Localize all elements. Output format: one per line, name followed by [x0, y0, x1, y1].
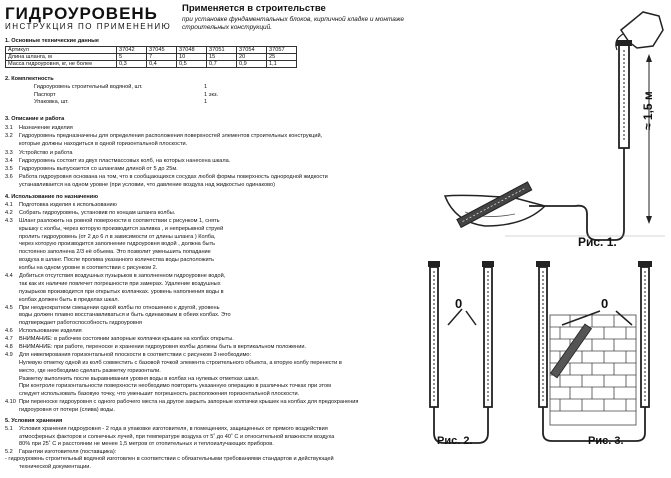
- line-text: пролить гидроуровень (от 2 до 6 л в зависимости от длины шланга ) Колба,: [19, 233, 216, 240]
- usage-line: [5, 344, 307, 352]
- line-text: ВНИМАНИЕ: при работе, переноске и хранении гидроуровня колбы должны быть в вертикальном положении.: [19, 344, 307, 351]
- line-text: Гарантии изготовителя (поставщика):: [19, 448, 117, 455]
- line-number: 5.2: [5, 448, 13, 455]
- line-number: 3.2: [5, 133, 13, 140]
- kit-item: [34, 91, 219, 100]
- hose: [529, 148, 624, 240]
- line-number: 4.9: [5, 351, 13, 358]
- usage-line: [5, 336, 234, 344]
- figure-1-illustration: [425, 0, 671, 250]
- specs-cell: 37057: [267, 47, 297, 54]
- usage-heading: 4. Использование по назначению: [5, 194, 99, 200]
- line-text: Работа гидроуровня основана на том, что в сообщающихся сосудах любой формы поверхность однородной жидкости: [19, 174, 328, 181]
- storage-line: [5, 426, 328, 434]
- specs-cell: 10: [177, 54, 207, 61]
- specs-row: [6, 61, 297, 68]
- specs-cell: 15: [207, 54, 237, 61]
- line-text: через которую производится заполнение гидроуровня водой , должна быть: [19, 241, 216, 248]
- kit-item-qty: 1 экз.: [204, 91, 219, 98]
- line-text: При неоднократном смещении одной колбы по отношению к другой, уровень: [19, 304, 220, 311]
- specs-cell: 0,7: [207, 61, 237, 68]
- kit-item-name: Гидроуровень строительный водяной, шт.: [34, 84, 143, 90]
- line-text: Добиться отсутствия воздушных пузырьков в заполненном гидроуровне водой,: [19, 273, 226, 280]
- specs-cell: 37051: [207, 47, 237, 54]
- line-text: Устройство и работа: [19, 149, 73, 156]
- line-text: Гидроуровень выпускается со шлангами длиной от 5 до 25м.: [19, 165, 178, 172]
- usage-line: [5, 383, 331, 391]
- storage-list: [5, 426, 335, 472]
- line-text: Для нивелирования горизонтальной плоскости в соответствии с рисунком 3 необходимо:: [19, 351, 252, 358]
- usage-line: [5, 265, 158, 273]
- line-text: Подготовка изделия к использованию: [19, 202, 117, 208]
- description-list: [5, 124, 328, 190]
- usage-line: [5, 359, 342, 368]
- kit-item-qty: 1: [204, 84, 208, 90]
- line-text: Гидроуровень предназначены для определения расположения поверхностей элементов строительных конструкций,: [19, 133, 323, 140]
- specs-row: [6, 47, 297, 54]
- usage-line: [5, 233, 216, 242]
- line-text: Использование изделия: [19, 328, 82, 335]
- description-line: [5, 173, 328, 181]
- line-text: устанавливается на одном уровне (при условии, что давление воздуха над жидкостью одинаково): [19, 182, 275, 189]
- figure-3-zero-mark: 0: [601, 296, 609, 311]
- usage-line: [5, 257, 215, 265]
- figure-2-zero-mark: 0: [455, 296, 463, 311]
- figure-2-illustration: [420, 255, 510, 455]
- line-text: следует использовать базовую точку, что уменьшит погрешность расположения горизонтальной плоскости.: [19, 391, 300, 398]
- line-text: Шланг разложить на ровной поверхности в соответствии с рисунком 1, снять: [19, 217, 220, 224]
- usage-line: [5, 312, 231, 320]
- specs-cell: 37042: [117, 47, 147, 54]
- line-number: 4.2: [5, 209, 13, 216]
- line-text: колбы на одном уровне в соответствии с рисунком 2.: [19, 265, 158, 272]
- page-title: ГИДРОУРОВЕНЬ: [5, 4, 158, 23]
- line-text: подтверждает работоспособность гидроуровня: [19, 320, 142, 327]
- line-number: 3.3: [5, 149, 13, 156]
- figure-3-caption: Рис. 3.: [588, 435, 624, 447]
- figure-1-caption: Рис. 1.: [578, 235, 617, 249]
- description-line: [5, 140, 188, 148]
- line-number: 3.1: [5, 125, 13, 131]
- specs-table: [5, 46, 297, 68]
- usage-line: [5, 209, 176, 218]
- usage-line: [5, 391, 300, 399]
- page-subtitle: ИНСТРУКЦИЯ ПО ПРИМЕНЕНИЮ: [5, 22, 172, 31]
- line-number: 4.6: [5, 328, 13, 335]
- usage-line: [5, 375, 260, 384]
- specs-row-label: Длина шланга, м: [6, 54, 117, 61]
- kit-item-qty: 1: [204, 99, 208, 105]
- usage-line: [5, 407, 115, 415]
- line-number: 3.6: [5, 174, 13, 181]
- line-number: 5.1: [5, 426, 13, 432]
- usage-line: [5, 304, 220, 313]
- specs-cell: 5: [117, 54, 147, 61]
- line-text: пузырьков производится при открытых колпачках. уровень наполнения воды в: [19, 288, 224, 295]
- line-text: постоянно заполнена 2/3 её объема. Это позволит уменьшить попадание: [19, 249, 211, 256]
- specs-cell: 37048: [177, 47, 207, 54]
- kit-list: [34, 84, 219, 107]
- line-text: гидроуровня от потери (слива) воды.: [19, 407, 115, 414]
- storage-line: [5, 441, 274, 449]
- line-text: которые должны находиться в одной горизонтальной плоскости.: [19, 141, 188, 148]
- specs-cell: 0,5: [177, 61, 207, 68]
- usage-line: [5, 273, 226, 281]
- line-text: Условия хранения гидроуровня - 2 года в упаковке изготовителя, в помещениях, защищенных от прямого воздействия: [19, 426, 328, 432]
- line-number: 4.8: [5, 344, 13, 351]
- usage-line: [5, 280, 221, 289]
- line-text: Нулевую отметку одной из колб совместить с базовой точкой элемента строительного объекта, а вторую колбу перенести в: [19, 359, 342, 366]
- line-text: место, где необходимо сделать разметку горизонтали.: [19, 367, 161, 374]
- usage-line: [5, 351, 252, 360]
- kit-item: [34, 99, 208, 107]
- line-text: атмосферных факторов и солнечных лучей, при температуре воздуха от 5˚ до 40˚ С и относительной влажности воздуха: [19, 433, 335, 440]
- kit-item: [34, 84, 208, 92]
- specs-cell: 20: [237, 54, 267, 61]
- figure-2-caption: Рис. 2.: [437, 435, 473, 447]
- line-number: 4.10: [5, 399, 16, 406]
- figure-3-illustration: [520, 255, 670, 455]
- description-line: [5, 149, 73, 157]
- usage-list: [5, 202, 359, 415]
- line-number: 3.4: [5, 157, 13, 164]
- line-text: - гидроуровень строительный водяной изготовлен в соответствии с обязательными требованиями стандартов и действующей: [5, 456, 334, 463]
- usage-line: [5, 249, 211, 257]
- line-number: 3.5: [5, 165, 13, 172]
- line-text: Разметку выполнить после выравнивания уровня воды в колбах на нулевых отметках шкал.: [19, 375, 260, 382]
- line-text: крышку с колбы, через которую производится заливка , и непрерывной струей: [19, 225, 224, 232]
- usage-line: [5, 367, 161, 376]
- specs-cell: 37045: [147, 47, 177, 54]
- storage-line: [5, 433, 335, 442]
- line-number: 4.4: [5, 273, 13, 280]
- application-heading: Применяется в строительстве: [182, 3, 326, 14]
- height-label: ≈ 1,5 м: [641, 91, 655, 130]
- specs-cell: 0,4: [147, 61, 177, 68]
- line-text: Назначение изделия: [19, 125, 73, 131]
- line-number: 4.3: [5, 217, 13, 224]
- usage-line: [5, 296, 120, 305]
- application-text: при установке фундаментальных блоков, кирпичной кладке и монтаже строительных конструкций.: [182, 16, 404, 31]
- line-text: воздуха в шланг. После пролива указанного количества воды расположить: [19, 257, 215, 264]
- specs-heading: 1. Основные технические данные: [5, 38, 100, 44]
- description-line: [5, 157, 231, 165]
- specs-row: [6, 54, 297, 61]
- specs-cell: 7: [147, 54, 177, 61]
- line-text: воды должен плавно восстанавливаться и быть одинаковым в обеих колбах. Это: [19, 312, 231, 319]
- usage-line: [5, 241, 216, 249]
- line-text: технической документации.: [19, 463, 91, 470]
- line-text: Собрать гидроуровень, установив по концам шланга колбы.: [19, 209, 176, 216]
- description-line: [5, 132, 323, 140]
- kit-heading: 2. Комплектность: [5, 76, 54, 82]
- specs-row-label: Артикул: [6, 47, 117, 54]
- usage-line: [5, 217, 220, 226]
- description-line: [5, 124, 73, 132]
- line-text: При переноске гидроуровня с одного рабочего места на другое закрыть запорные колпачки крышек на колбах для предохранения: [19, 399, 359, 406]
- description-line: [5, 181, 275, 189]
- storage-line: [5, 456, 334, 464]
- description-line: [5, 165, 178, 173]
- storage-heading: 5. Условия хранения: [5, 418, 63, 424]
- line-number: 4.5: [5, 304, 13, 311]
- line-text: колбах должен быть в пределах шкал.: [19, 296, 120, 303]
- line-number: 4.1: [5, 202, 13, 208]
- usage-line: [5, 320, 142, 328]
- specs-cell: 25: [267, 54, 297, 61]
- storage-line: [5, 463, 91, 472]
- line-text: Гидроуровень состоит из двух пластмассовых колб, на которых нанесена шкала.: [19, 157, 231, 164]
- line-text: ВНИМАНИЕ: в рабочем состоянии запорные колпачки крышек на колбах открыты.: [19, 336, 234, 343]
- specs-cell: 1,1: [267, 61, 297, 68]
- line-text: так как их наличие повлечет погрешности при замерах. Удаление воздушных: [19, 280, 221, 287]
- description-heading: 3. Описание и работа: [5, 116, 65, 122]
- line-number: 4.7: [5, 336, 13, 343]
- line-text: 80% при 25˚ С и расстоянии не менее 1,5 метров от отопительных и теплоизлучающих приборов.: [19, 441, 274, 448]
- specs-row-label: Масса гидроуровня, кг, не более: [6, 61, 117, 68]
- kit-item-name: Паспорт: [34, 91, 56, 98]
- usage-line: [5, 328, 82, 336]
- line-text: При контроле горизонтальности поверхности необходимо повторить указанную операцию в различных точках при этом: [19, 383, 331, 390]
- specs-cell: 37054: [237, 47, 267, 54]
- specs-cell: 0,9: [237, 61, 267, 68]
- usage-line: [5, 399, 359, 407]
- usage-line: [5, 225, 224, 234]
- specs-cell: 0,3: [117, 61, 147, 68]
- usage-line: [5, 288, 224, 297]
- usage-line: [5, 202, 117, 210]
- kit-item-name: Упаковка, шт.: [34, 99, 69, 105]
